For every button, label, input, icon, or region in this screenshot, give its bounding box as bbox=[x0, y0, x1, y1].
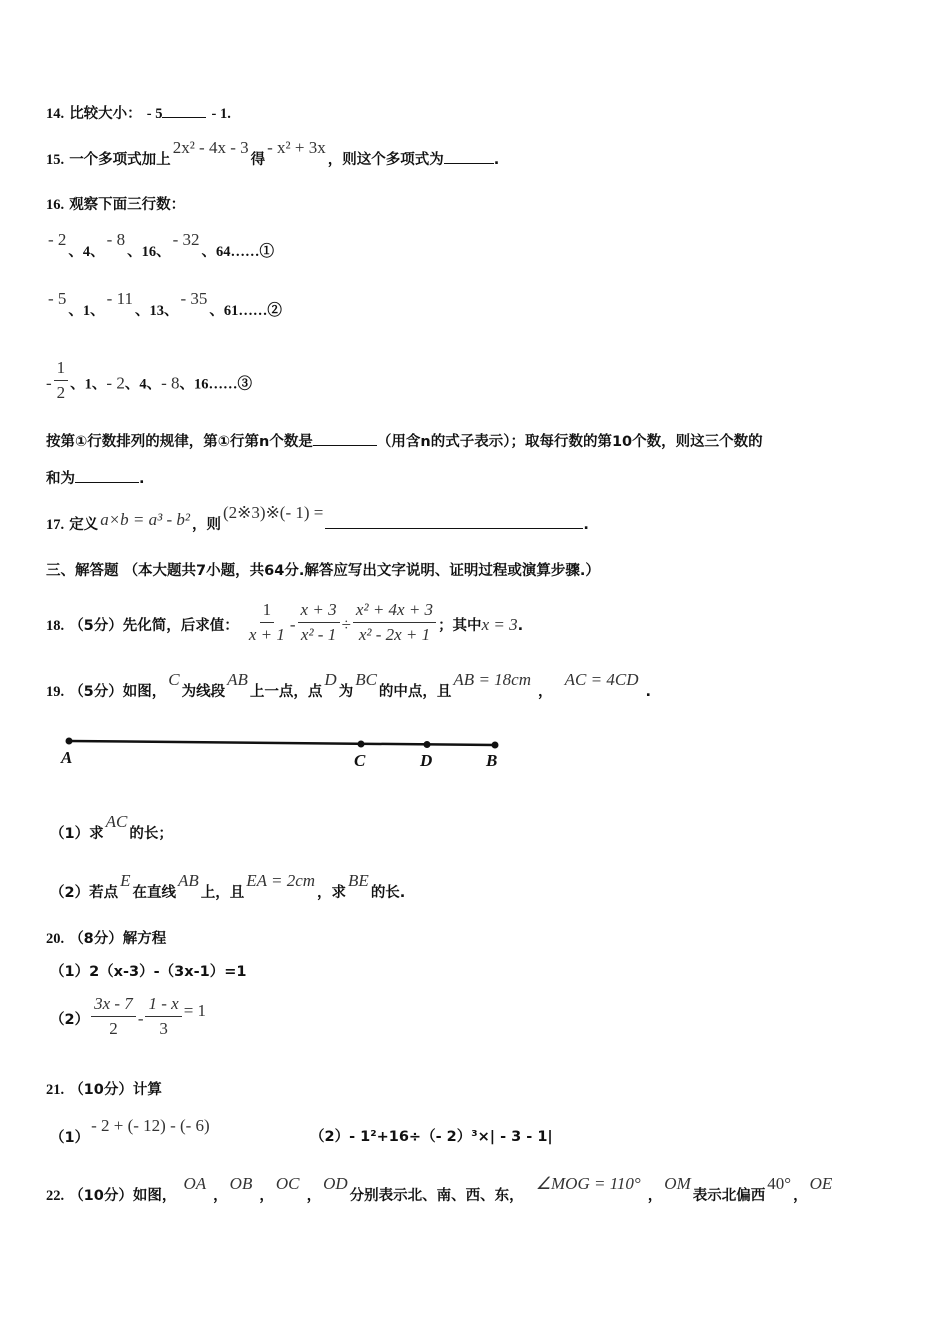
fraction: $\frac{1 - x}{3}$ bbox=[145, 994, 181, 1039]
point-b bbox=[492, 742, 499, 749]
question-21-part-1: （1）- 2 + (- 12) - (- 6) bbox=[50, 1116, 210, 1146]
question-16-prompt: 按第①行数排列的规律，第①行第n个数是 （用含n的式子表示）；取每行数的第10个数，则这三个数的 bbox=[46, 431, 763, 451]
sequence-row-3: - $\frac{1}{2}$ 、1、- 2、4、- 8、16……③ bbox=[46, 358, 253, 402]
question-20-part-2: （2） $\frac{3x - 7}{2}$ - $\frac{1 - x}{3}$ = 1 bbox=[50, 993, 207, 1038]
question-20-title: 20. （8分）解方程 bbox=[46, 931, 167, 947]
point-a bbox=[66, 738, 73, 745]
sequence-row-2: - 5、1、- 11、13、- 35、61……② bbox=[48, 289, 282, 319]
fraction: $\frac{1}{x + 1}$ bbox=[248, 599, 285, 644]
answer-blank bbox=[162, 103, 206, 118]
label-a: A bbox=[61, 748, 73, 767]
label-c: C bbox=[354, 751, 366, 770]
answer-blank bbox=[313, 431, 377, 446]
question-16-prompt-cont: 和为 . bbox=[46, 468, 145, 488]
question-14: 14. 比较大小： - 5 - 1. bbox=[46, 103, 231, 123]
question-19-part-2: （2）若点E在直线AB上，且EA = 2cm，求BE的长. bbox=[50, 871, 406, 901]
question-17: 17. 定义 a×b = a³ - b² ，则(2※3)※(- 1) =. bbox=[46, 503, 589, 533]
question-22: 22. （10分）如图， OA ，OB ，OC ，OD分别表示北、南、西、东， ∠MOG = 110° ，OM表示北偏西40°，OE bbox=[46, 1174, 833, 1204]
answer-blank bbox=[75, 468, 139, 483]
question-19-part-1: （1）求AC的长； bbox=[50, 812, 173, 842]
answer-blank bbox=[444, 149, 494, 164]
answer-blank bbox=[325, 514, 583, 529]
line-segment-figure bbox=[0, 730, 950, 790]
fraction: $\frac{1}{2}$ bbox=[54, 358, 69, 403]
question-18: 18. （5分）先化简，后求值： $\frac{1}{x + 1}$ - $\frac{x + 3}{\text{x² - 1}}$ ÷ $\frac{\text{x² + 4x + 3}}{\text{x² - 2x + 1}}$ ；其中x = 3. bbox=[46, 599, 524, 644]
point-c bbox=[358, 741, 365, 748]
question-20-part-1: （1）2（x-3）-（3x-1）=1 bbox=[50, 964, 247, 980]
question-15: 15. 一个多项式加上2x² - 4x - 3得- x² + 3x，则这个多项式为 . bbox=[46, 138, 500, 168]
question-21-part-2: （2）- 1²+16÷（- 2）³×| - 3 - 1| bbox=[310, 1129, 553, 1145]
fraction: $\frac{x + 3}{\text{x² - 1}}$ bbox=[298, 600, 340, 645]
section-3-heading: 三、解答题 （本大题共7小题，共64分.解答应写出文字说明、证明过程或演算步骤.） bbox=[46, 563, 600, 579]
point-d bbox=[424, 741, 431, 748]
fraction: $\frac{3x - 7}{2}$ bbox=[91, 994, 136, 1039]
fraction: $\frac{\text{x² + 4x + 3}}{\text{x² - 2x + 1}}$ bbox=[353, 600, 436, 645]
sequence-row-1: - 2、4、- 8、16、- 32、64……① bbox=[48, 230, 275, 260]
question-21-title: 21. （10分）计算 bbox=[46, 1082, 162, 1098]
question-19: 19. （5分）如图，C为线段AB上一点，点D为BC的中点，且AB = 18cm ， AC = 4CD . bbox=[46, 670, 652, 700]
question-16-title: 16. 观察下面三行数： bbox=[46, 197, 186, 213]
label-d: D bbox=[420, 751, 433, 770]
segment-ab bbox=[69, 741, 495, 745]
label-b: B bbox=[486, 751, 498, 770]
